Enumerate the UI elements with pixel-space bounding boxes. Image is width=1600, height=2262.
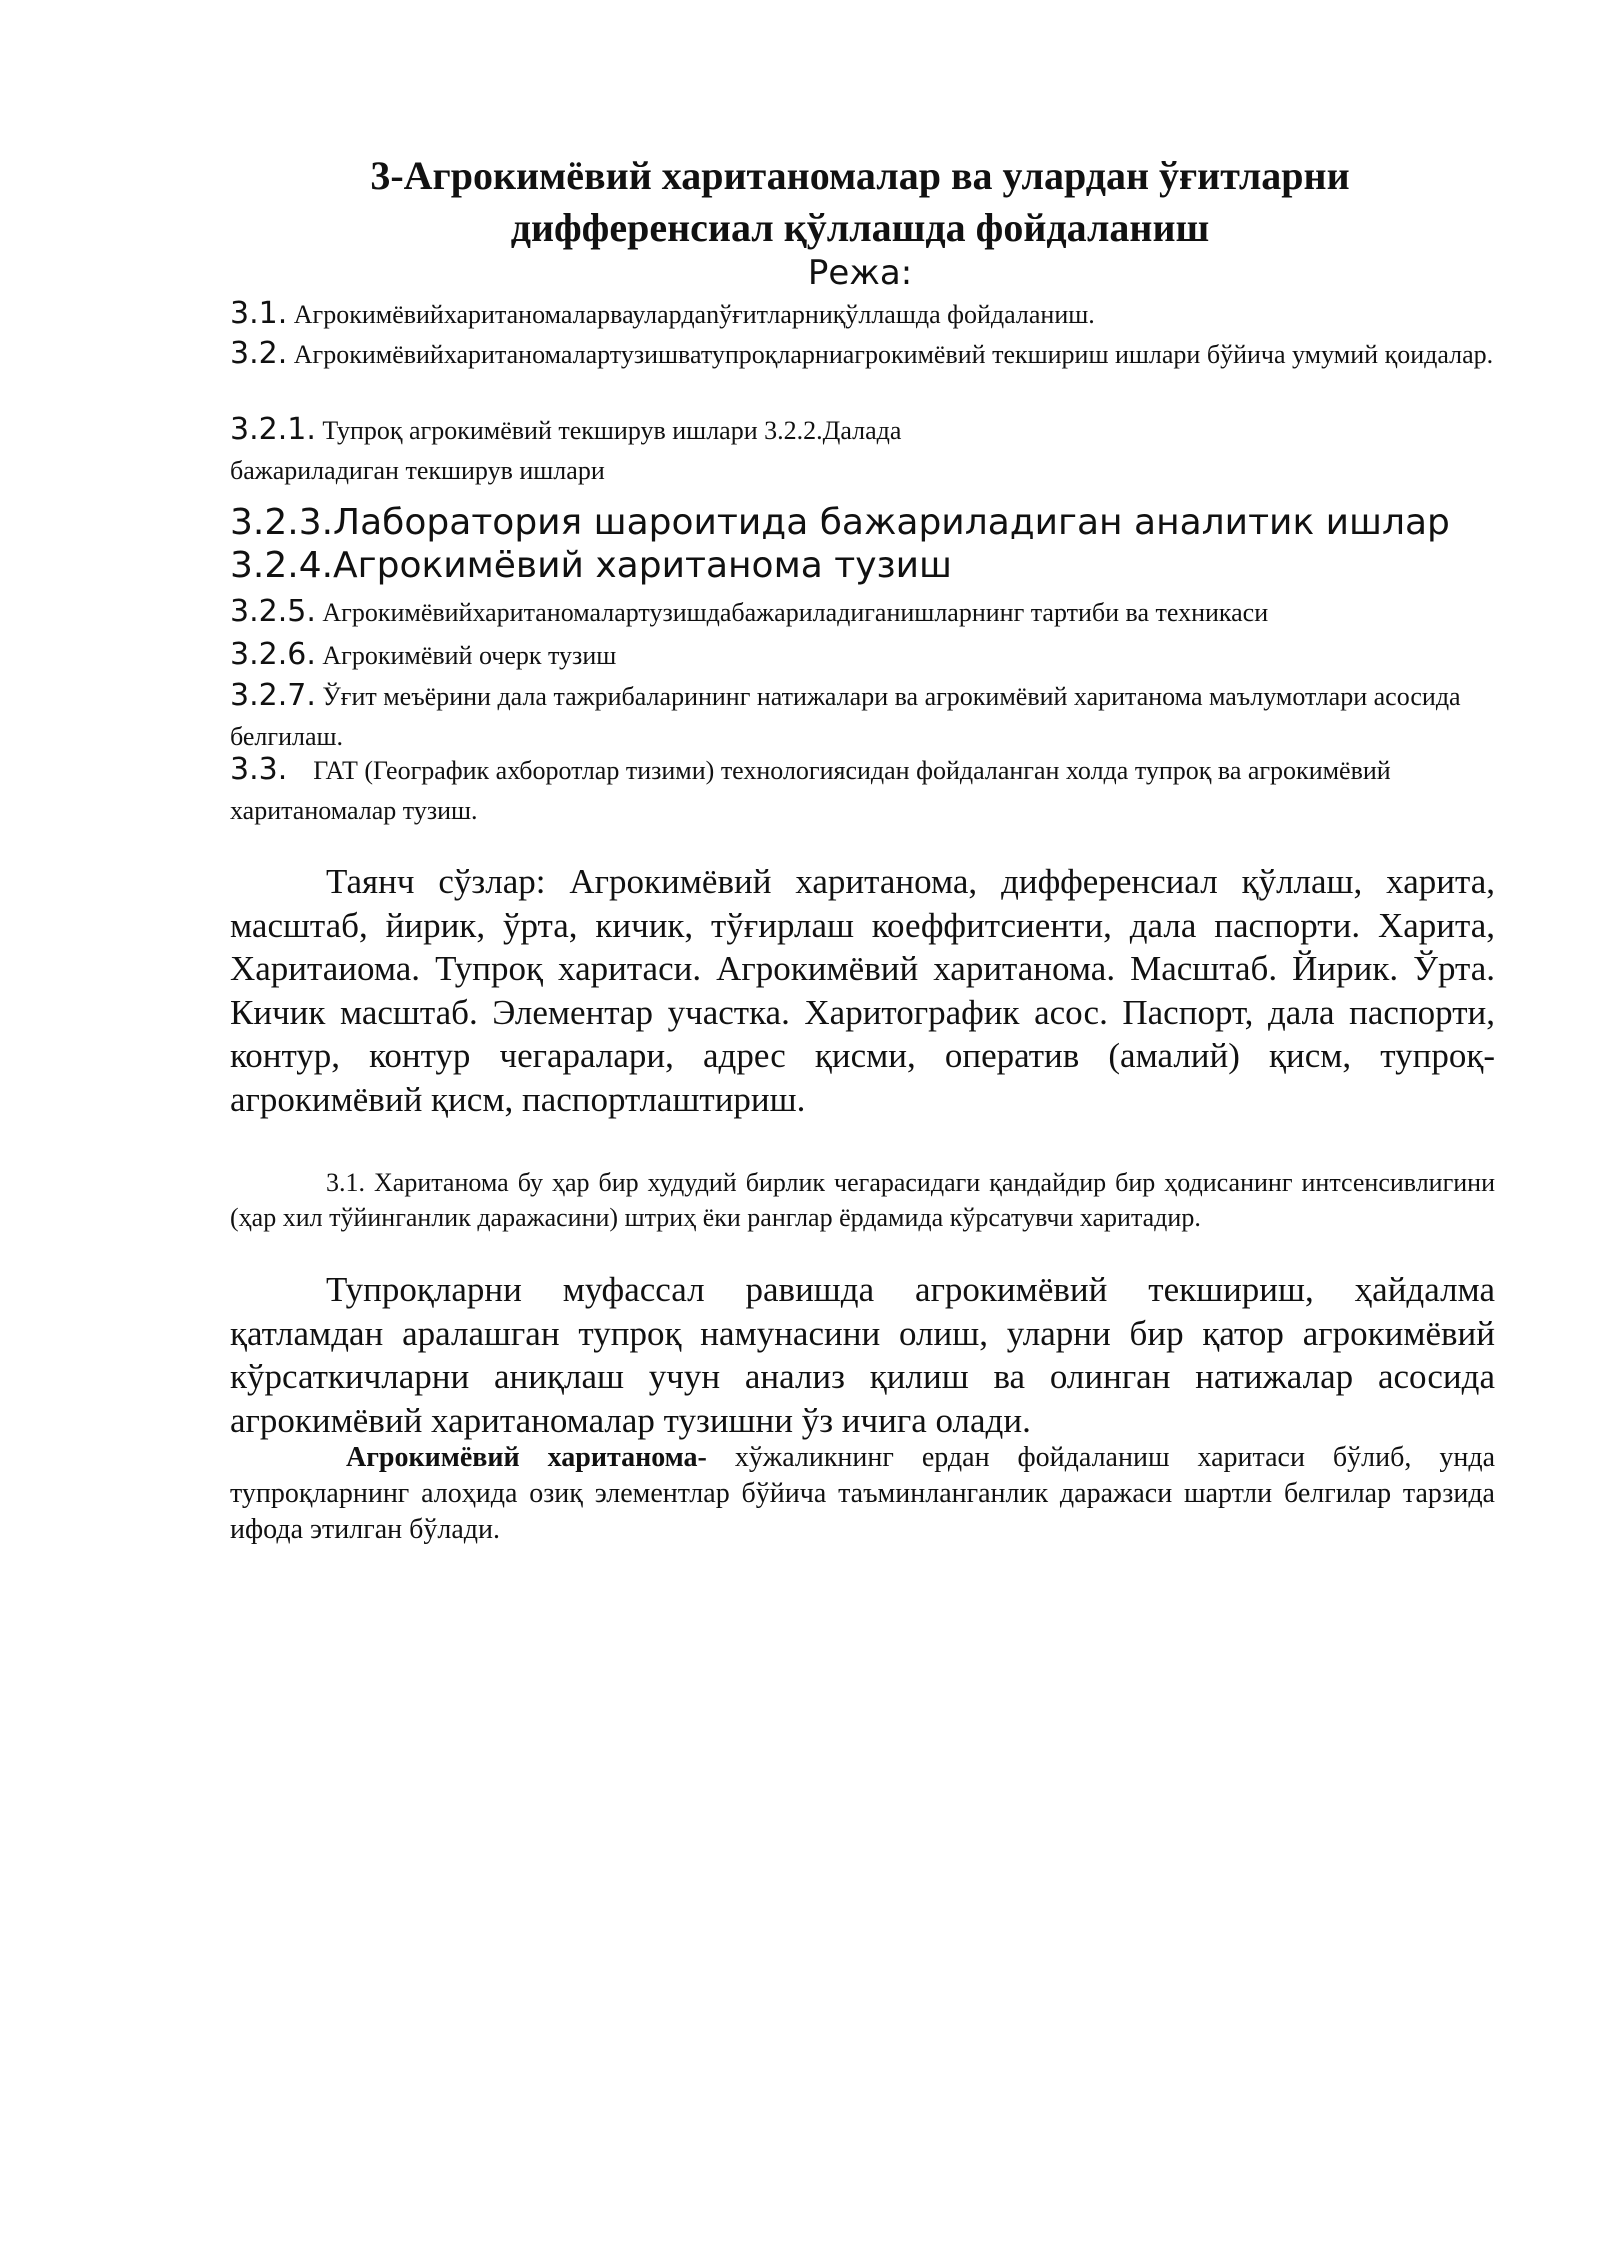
document-title [230,150,1490,254]
outline-item-3-2-7: 3.2.7. Ўғит меъёрини дала тажрибаларининг натижалари ва агрокимёвий хаританома маълумотлари асосида белгилаш. [230,678,1461,751]
title-line-1: 3-Агрокимёвий хаританомалар ва улардан ўғитларни [370,153,1350,198]
outline-item-3-1: 3.1. Агрокимёвийхаританомаларваулардanўғитларниқўллашда фойдаланиш. [230,296,1095,331]
keywords-paragraph: Таянч сўзлар: Агрокимёвий хаританома, дифференсиал қўллаш, харита, масштаб, йирик, ўрта, кичик, тўғирлаш коеффитсиенти, дала паспорти. Харита, Харитаиома. Тупроқ харитаси. Агрокимёвий хаританома. Масштаб. Йирик. Ўрта. Кичик масштаб. Элементар участка. Харитографик асос. Паспорт, дала паспорти, контур, контур чегаралари, адрес қисми, оператив (амалий) қисм, тупроқ-агрокимёвий қисм, паспортлаштириш. [230,862,1495,1119]
soil-survey-paragraph: Тупроқларни муфассал равишда агрокимёвий текшириш, ҳайдалма қатламдан аралашган тупроқ намунасини олиш, уларни бир қатор агрокимёвий кўрсаткичларни аниқлаш учун анализ қилиш ва олинган натижалар асосида агрокимёвий хаританомалар тузишни ўз ичига олади. [230,1270,1495,1440]
outline-item-3-2-6: 3.2.6. Агрокимёвий очерк тузиш [230,637,617,672]
outline-item-3-2-3: 3.2.3.Лаборатория шароитида бажариладиган аналитик ишлар [230,502,1450,543]
term-definition: хўжаликнинг ердан фойдаланиш харитаси бўлиб, унда тупроқларнинг алоҳида озиқ элементлар бўйича таъминланганлик даражаси шартли белгилар тарзида ифода этилган бўлади. [230,1442,1495,1545]
outline-item-3-2-4: 3.2.4.Агрокимёвий хаританома тузиш [230,545,952,586]
outline-item-3-2-1: 3.2.1. Тупроқ агрокимёвий текширув ишлари 3.2.2.Далада бажариладиган текширув ишлари [230,412,902,485]
outline-item-3-2-5: 3.2.5. Агрокимёвийхаританомалартузишдабажариладиганишларнинг тартиби ва техникаси [230,594,1269,629]
title-line-2: дифференсиал қўллашда фойдаланиш [510,205,1210,250]
outline-item-3-2: 3.2. Агрокимёвийхаританомалартузишватупроқларниагрокимёвий текшириш ишлари бўйича умумий қоидалар. [230,336,1494,371]
plan-heading: Режа: [807,253,913,293]
definition-paragraph-3-1: 3.1. Хаританома бу ҳар бир худудий бирлик чегарасидаги қандайдир бир ҳодисанинг интсенсивлигини (ҳар хил тўйинганлик даражасини) штриҳ ёки ранглар ёрдамида кўрсатувчи харитадир. [230,1168,1495,1232]
outline-item-3-3: 3.3. ГАТ (Географик ахборотлар тизими) технологиясидан фойдаланган холда тупроқ ва агрокимёвий хаританомалар тузиш. [230,752,1398,825]
agrochemical-map-definition [230,1440,1495,1548]
term-bold: Агрокимёвий хаританома- [346,1442,707,1473]
